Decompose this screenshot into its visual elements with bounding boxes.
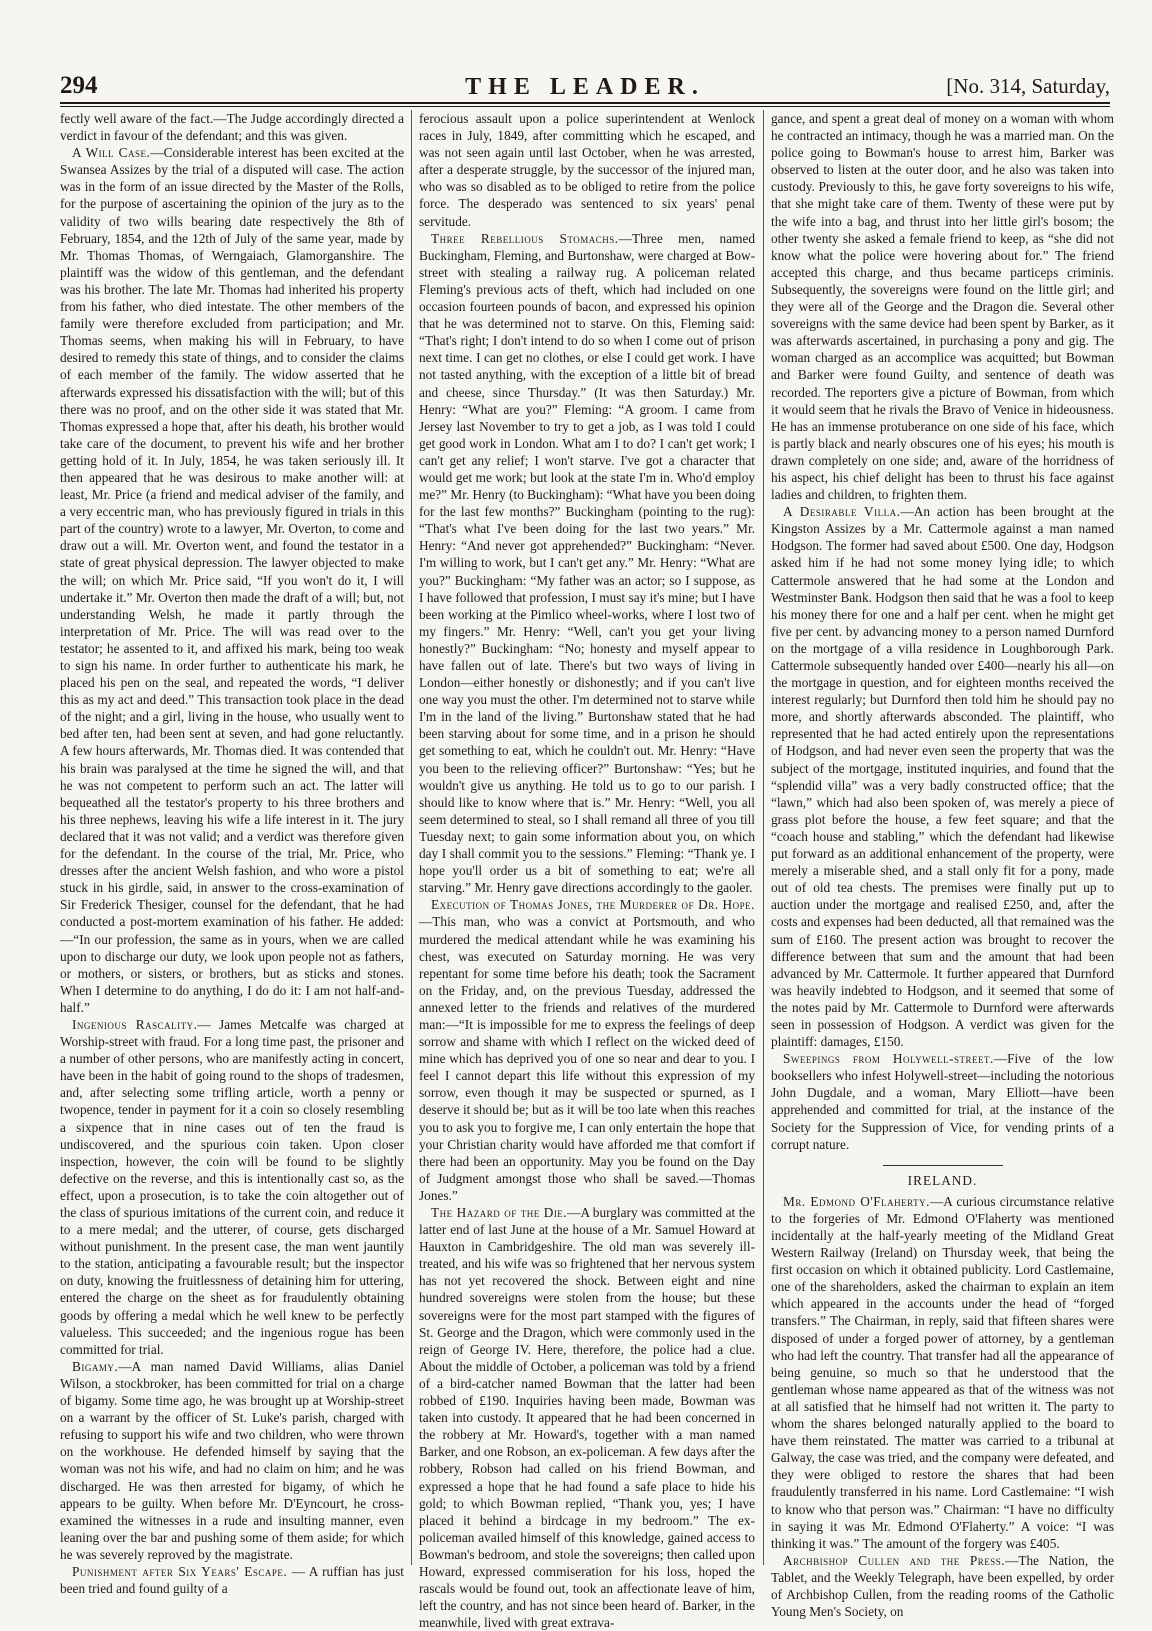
article-heading: A Desirable Villa. [783, 504, 901, 520]
article-desirable-villa [771, 503, 1114, 1050]
article-body: —This man, who was a convict at Portsmouth, and who murdered the medical attendant while he was examining his chest, was executed on Saturday morning. He was very repentant for some time before his death; took the Sacrament on the Friday, and, on the previous Tuesday, addressed the annexed letter to the friends and relatives of the murdered man:—“It is impossible for me to express the feelings of deep sorrow and shame with which I reflect on the wicked deed of mine which has deprived you of one so near and dear to you. I feel I cannot depart this life without this expression of my sorrow, even though it may be suspected or spurned, as I deserve it should be; but as it will be too late when this reaches you to ask you to forgive me, I can only entertain the hope that your Christian charity would have afforded me that comfort if there had been an opportunity. May you be found on the Day of Judgment amongst those who shall be saved.—Thomas Jones.” [419, 914, 755, 1203]
article-continuation: fectly well aware of the fact.—The Judge accordingly directed a verdict in favour of the defendant; and this was given. [60, 111, 404, 144]
article-heading: The Hazard of the Die. [431, 1205, 568, 1220]
article-body: —The Nation, the Tablet, and the Weekly Telegraph, have been expelled, by order of Archbishop Cullen, from the reading rooms of the Catholic Young Men's Society, on [771, 1552, 1114, 1620]
article-body: —A man named David Williams, alias Daniel Wilson, a stockbroker, has been committed for trial on a charge of bigamy. Some time ago, he was brought up at Worship-street on a warrant by the officer of St. Luke's parish, charged with refusing to support his wife and two children, who were thrown on the workhouse. He defended himself by saying that the woman was not his wife, and had no claim on him; and he was discharged. He was then arrested for bigamy, of which he appears to be guilty. When before Mr. D'Eyncourt, he cross-examined the witnesses in a rude and insulting manner, even leaning over the bar and pushing some of them aside; for which he was severely reproved by the magistrate. [60, 1358, 404, 1562]
column-2 [419, 110, 756, 1631]
column-3 [771, 110, 1114, 1620]
article-continuation: gance, and spent a great deal of money on a woman with whom he contracted an intimacy, though he was a married man. On the police going to Bowman's house to arrest him, Barker was observed to listen at the outer door, and he also was taken into custody. Previously to this, he gave forty sovereigns to his wife, that she might take care of them. Twenty of these were put by the wife into a bag, and thrust into her little girl's bosom; the other twenty she asked a female friend to keep, as “she did not know what the police were hovering about for.” The friend accepted this charge, and thus became particeps criminis. Subsequently, the sovereigns were found on the little girl; and they were all of the George and the Dragon die. Several other sovereigns with the same device had been spent by Barker, as it was afterwards ascertained, in purchasing a pony and gig. The woman charged as an accomplice was acquitted; but Bowman and Barker were found Guilty, and sentence of death was recorded. The reporters give a picture of Bowman, from which it would seem that he rivals the Bravo of Venice in hideousness. He has an immense protuberance on one side of his face, which is partly black and nearly obscures one of his eyes; his mouth is drawn completely on one side; and, aware of the horridness of his aspect, his chief delight has been to thrust his face against ladies and children, to frighten them. [771, 111, 1114, 503]
article-body: —Five of the low booksellers who infest Holywell-street—including the notorious John Dugdale, and a woman, Mary Elliott—have been apprehended and committed for trial, at the instance of the Society for the Suppression of Vice, for vending prints of a corrupt nature. [771, 1051, 1114, 1152]
article-heading: Bigamy. [72, 1358, 119, 1374]
article-heading: A Will Case. [72, 145, 151, 161]
article-punishment [60, 1563, 404, 1597]
column-1 [60, 110, 404, 1597]
article-heading: Mr. Edmond O'Flaherty. [783, 1193, 930, 1209]
article-body: —A curious circumstance relative to the forgeries of Mr. Edmond O'Flaherty was mentioned incidentally at the half-yearly meeting of the Midland Great Western Railway (Ireland) on Thursday week, that being the first occasion on which it obtained publicity. Lord Castlemaine, one of the shareholders, asked the chairman to explain an item which appeared in the accounts under the head of “forged transfers.” The Chairman, in reply, said that fifteen shares were disposed of under a forged power of attorney, by a gentleman who had left the country. That transfer had all the appearance of being genuine, so much so that he understood that the gentleman whose name appeared as that of the witness was not at all satisfied that he himself had not written it. The party to whom the shares belonged naturally applied to the board to have them reinstated. The matter was carried to a tribunal at Galway, the case was tried, and the company were defeated, and they were obliged to restore the shares that had been fraudulently transferred in his name. Lord Castlemaine: “I wish to know who that person was.” Chairman: “I have no difficulty in saying it was Mr. Edmond O'Flaherty.” A voice: “I was thinking it was.” The amount of the forgery was £405. [771, 1193, 1114, 1551]
article-heading: Punishment after Six Years' Escape. [72, 1563, 288, 1579]
column-divider [763, 110, 764, 1565]
article-heading: Sweepings from Holywell-street. [783, 1051, 994, 1067]
column-divider [411, 110, 412, 1565]
page-number: 294 [60, 72, 98, 99]
article-execution [419, 896, 755, 1204]
header-rule-thin [60, 106, 1110, 107]
article-body: —Considerable interest has been excited at the Swansea Assizes by the trial of a disputed will case. The action was in the form of an issue directed by the Master of the Rolls, for the purpose of ascertaining the opinion of the jury as to the validity of two wills bearing date respectively the 8th of February, 1854, and the 12th of July of the same year, made by Mr. Thomas Thomas, of Werngaiach, Glamorganshire. The plaintiff was the widow of this gentleman, and the defendant was his brother. The late Mr. Thomas had inherited his property from his father, who died intestate. The other members of the family were therefore excluded from participation; and Mr. Thomas seems, when making his will in February, to have desired to remedy this state of things, and to consider the claims of each member of the family. The widow asserted that he afterwards expressed his dissatisfaction with the will; but of this there was no proof, and on the other side it was stated that Mr. Thomas expressed a hope that, after his death, his brother would take care of the document, to prevent his wife and her brother getting hold of it. In July, 1854, he was taken seriously ill. It then appeared that he was desirous to make another will: at least, Mr. Price (a friend and medical adviser of the family, and a very eccentric man, who has previously figured in trials in this part of the country) wrote to a lawyer, Mr. Overton, to come and draw out a will. Mr. Overton went, and found the testator in a state of great physical depression. The lawyer objected to make the will; on which Mr. Price said, “If you won't do it, I will undertake it.” Mr. Overton then made the draft of a will; but, not understanding Welsh, he made it partly through the interpretation of Mr. Price. The will was read over to the testator; he assented to it, and affixed his mark, being too weak to sign his name. In order further to authenticate his mark, he placed his pen on the seal, and repeated the words, “I deliver this as my act and deed.” This transaction took place in the dead of the night; and a girl, living in the house, who usually went to bed after ten, had been sent at seven, and had gone reluctantly. A few hours afterwards, Mr. Thomas died. It was contended that his brain was paralysed at the time he signed the will, and that he was not competent to perform such an act. The latter will bequeathed all the testator's property to his three brothers and his three nephews, leaving his wife a life interest in it. The jury declared that it was not valid; and a verdict was therefore given for the defendant. In the course of the trial, Mr. Price, who dresses after the ancient Welsh fashion, and who wore a pistol stuck in his girdle, said, in answer to the cross-examination of Sir Frederick Thesiger, counsel for the defendant, that he had conducted a post-mortem examination of his father. He added:—“In our profession, the same as in yours, when we are called upon to discharge our duty, we look upon people not as fathers, or mothers, or sisters, or brothers, but as sticks and stones. When I determine to do anything, I do do it: I am not half-and-half.” [60, 145, 404, 1015]
article-heading: Archbishop Cullen and the Press. [783, 1552, 1006, 1568]
article-holywell-street [771, 1050, 1114, 1153]
masthead [60, 72, 1110, 102]
article-body: —An action has been brought at the Kingston Assizes by a Mr. Cattermole against a man named Hodgson. The former had saved about £500. One day, Hodgson asked him if he had not some money lying idle; to which Cattermole answered that he had some at the London and Westminster Bank. Hodgson then said that he was a fool to keep his money there for one and a half per cent. when he might get five per cent. by advancing money to a person named Durnford on the mortgage of a villa residence in Loughborough Park. Cattermole subsequently handed over £400—nearly his all—on the mortgage in question, and for eighteen months received the interest regularly; but Durnford then told him he should pay no more, and shortly afterwards absconded. The plaintiff, who represented that he had acted entirely upon the representations of Hodgson, and had never even seen the property that was the subject of the mortgage, instituted inquiries, and found that the “splendid villa” was a very badly constructed office; that the “lawn,” which had also been spoken of, was merely a piece of grass plot before the house, a few feet square; and that the “coach house and stabling,” which the defendant had likewise put forward as an additional enhancement of the property, were merely a miserable shed, and a stall only fit for a pony, made out of old tea chests. The premises were finally put up to auction under the mortgage and realised £250, and, after the costs and expenses had been deducted, all that remained was the sum of £160. The present action was brought to recover the difference between that sum and the amount that had been advanced by Mr. Cattermole. It further appeared that Durnford was heavily indebted to Hodgson, and it seemed that some of the notes paid by Mr. Cattermole to Durnford were afterwards seen in possession of Hodgson. A verdict was given for the plaintiff: damages, £150. [771, 504, 1114, 1050]
section-heading-ireland: IRELAND. [907, 1172, 978, 1188]
article-oflaherty [771, 1193, 1114, 1552]
article-heading: Three Rebellious Stomachs. [431, 230, 619, 246]
article-body: — James Metcalfe was charged at Worship-street with fraud. For a long time past, the prisoner and a number of other persons, who are manifestly acting in concert, have been in the habit of going round to the shops of tradesmen, and, after selecting some trifling article, worth a penny or twopence, tender in payment for it a coin so closely resembling a sixpence that in nine cases out of ten the fraud is undiscovered, and the spurious coin taken. Upon closer inspection, however, the coin will be found to be slightly defective on the reverse, and this is intentionally cast so, as the effect, upon a prosecution, is to take the coin altogether out of the class of spurious imitations of the current coin, and reduce it to a mere medal; and the utterer, of course, gets discharged without punishment. In the present case, the man went jauntily to the station, anticipating a favourable result; but the inspector on duty, knowing the fruitlessness of detaining him for uttering, entered the charge on the sheet as for fraudulently obtaining goods by offering a medal which he well knew to be perfectly valueless. This succeeded; and the ingenious rogue has been committed for trial. [60, 1016, 404, 1357]
article-body: —A burglary was committed at the latter end of last June at the house of a Mr. Samuel Howard at Hauxton in Cambridgeshire. The old man was severely ill-treated, and his wife was so frightened that her nervous system has not yet recovered the shock. Between eight and nine hundred sovereigns were stolen from the house; but these sovereigns were for the most part stamped with the figures of St. George and the Dragon, which were commonly used in the reign of George IV. Here, therefore, the police had a clue. About the middle of October, a policeman was told by a friend of a bird-catcher named Bowman that the latter had been robbed of £190. Inquiries having been made, Bowman was taken into custody. It appeared that he had been concerned in the robbery at Mr. Howard's, together with a man named Barker, and one Robson, an ex-policeman. A few days after the robbery, Robson had called on his friend Bowman, and expressed a hope that he had found a safe place to hide his gold; to which Bowman replied, “Thank you, yes; I have placed it behind a birdcage in my bedroom.” The ex-policeman availed himself of this knowledge, gained access to Bowman's bedroom, and stole the sovereigns; then called upon Howard, expressed commiseration for his loss, hoped the rascals would be found out, took an affectionate leave of him, left the country, and has not since been heard of. Barker, in the meanwhile, lived with great extrava- [419, 1205, 755, 1631]
article-continuation: ferocious assault upon a police superintendent at Wenlock races in July, 1849, after committing which he escaped, and was not seen again until last October, when he was arrested, after a desperate struggle, by the successor of the injured man, who was so disabled as to be obliged to retire from the police force. The desperado was sentenced to six years' penal servitude. [419, 111, 755, 229]
newspaper-title: THE LEADER. [465, 74, 705, 100]
article-heading: Ingenious Rascality. [72, 1016, 198, 1032]
article-will-case [60, 144, 404, 1016]
article-cullen-press [771, 1552, 1114, 1620]
issue-info: [No. 314, Saturday, [946, 74, 1110, 98]
article-heading: Execution of Thomas Jones, the Murderer of Dr. Hope. [431, 897, 755, 913]
section-divider [883, 1165, 1003, 1166]
article-bigamy [60, 1358, 404, 1563]
header-rule [60, 102, 1110, 104]
article-hazard-of-the-die [419, 1204, 755, 1631]
article-body: — A ruffian has just been tried and found guilty of a [60, 1563, 404, 1597]
article-rebellious-stomachs [419, 230, 755, 897]
article-body: —Three men, named Buckingham, Fleming, and Burtonshaw, were charged at Bow-street with stealing a railway rug. A policeman related Fleming's previous acts of theft, which had included on one occasion fourteen pounds of bacon, and expressed his opinion that he was determined not to starve. On this, Fleming said: “That's right; I don't intend to do so when I come out of prison next time. I can get no clothes, or else I could get work. I have not tasted anything, with the exception of a little bit of bread and cheese, since Thursday.” (It was then Saturday.) Mr. Henry: “What are you?” Fleming: “A groom. I came from Jersey last November to try to get a job, as I was told I could get good work in London. What am I to do? I can't get work; I can't get any relief; I won't starve. I've got a character that would get me work; but look at the state I'm in. Who'd employ me?” Mr. Henry (to Buckingham): “What have you been doing for the last few months?” Buckingham (pointing to the rug): “That's what I've been doing for the last two years.” Mr. Henry: “And never got apprehended?” Buckingham: “Never. I'm willing to work, but I can't get any.” Mr. Henry: “What are you?” Buckingham: “My father was an actor; so I suppose, as I have followed that profession, I must say it's mine; but I have been working at the Pimlico wheel-works, where I lost two of my fingers.” Mr. Henry: “Well, can't you get your living honestly?” Buckingham: “No; honesty and myself appear to have fallen out of late. There's but two ways of living in London—either honestly or dishonestly; and if you can't live one way you must the other. I'm determined not to starve while I'm in the land of the living.” Burtonshaw stated that he had been starving about for some time, and in a prison he should get something to eat, which he couldn't out. Mr. Henry: “Have you been to the relieving officer?” Burtonshaw: “Yes; but he wouldn't give us anything. He told us to go to our parish. I should like to know where that is.” Mr. Henry: “Well, you all seem determined to steal, so I shall remand all three of you till Tuesday next; to gain some information about you, on which day I shall commit you to the sessions.” Fleming: “Thank ye. I hope you'll order us a bit of something to eat; we're all starving.” Mr. Henry gave directions accordingly to the gaoler. [419, 230, 756, 896]
article-ingenious-rascality [60, 1016, 404, 1358]
